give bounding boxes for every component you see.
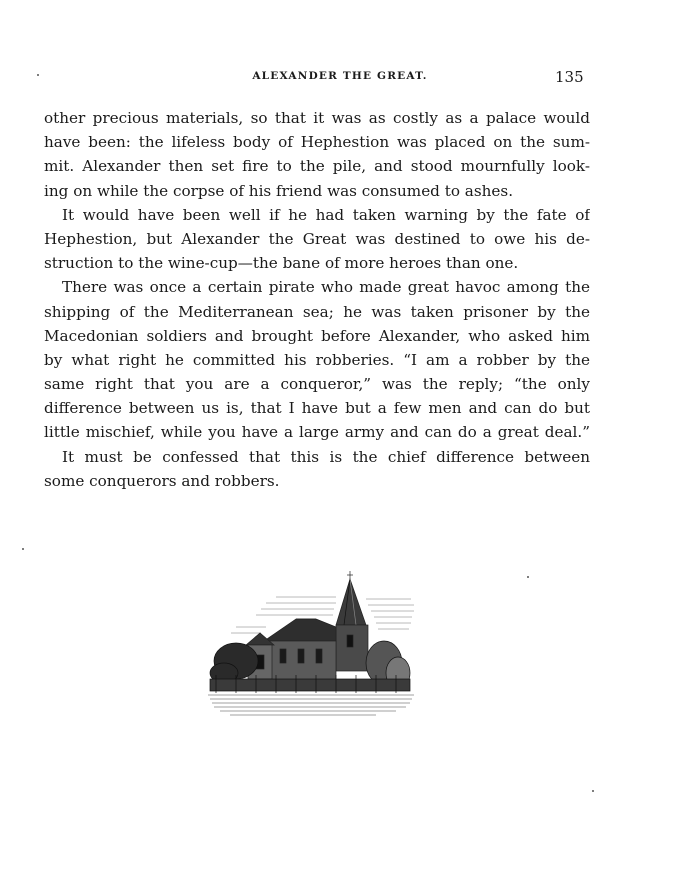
text-line: same right that you are a conqueror,” was the reply; “the only — [44, 375, 590, 394]
church-tower — [336, 625, 368, 671]
text-line: It would have been well if he had taken warning by the fate of — [62, 205, 590, 224]
text-line: It must be confessed that this is the chief difference between — [62, 447, 590, 466]
scan-speck — [37, 74, 39, 76]
body-text — [44, 106, 590, 493]
text-line: other precious materials, so that it was as costly as a palace would — [44, 109, 590, 127]
text-line: ing on while the corpse of his friend was consumed to ashes. — [44, 181, 514, 200]
scan-speck — [592, 790, 594, 792]
text-line: by what right he committed his robberies. “I am a robber by the — [44, 350, 590, 369]
text-line: Hephestion, but Alexander the Great was destined to owe his de- — [44, 229, 590, 248]
text-line: struction to the wine-cup—the bane of more heroes than one. — [44, 254, 519, 273]
ground-hatching — [208, 695, 414, 715]
text-line: mit. Alexander then set fire to the pile, and stood mournfully look- — [44, 157, 590, 176]
church-vignette-illustration — [206, 565, 416, 720]
church-spire — [336, 571, 366, 625]
text-line: shipping of the Mediterranean sea; he was taken prisoner by the — [44, 302, 590, 321]
text-line: have been: the lifeless body of Hephestion was placed on the sum- — [44, 133, 590, 152]
text-line: Macedonian soldiers and brought before Alexander, who asked him — [44, 326, 590, 345]
scan-speck — [527, 576, 529, 578]
text-line: some conquerors and robbers. — [44, 471, 280, 490]
text-line: difference between us is, that I have but a few men and can do but — [44, 399, 590, 418]
scan-speck — [22, 548, 24, 550]
page-number: 135 — [555, 68, 584, 86]
text-line: little mischief, while you have a large army and can do a great deal.” — [44, 423, 590, 442]
text-line: There was once a certain pirate who made great havoc among the — [62, 278, 590, 297]
running-title: ALEXANDER THE GREAT. — [252, 70, 428, 82]
church-roof — [264, 619, 336, 641]
